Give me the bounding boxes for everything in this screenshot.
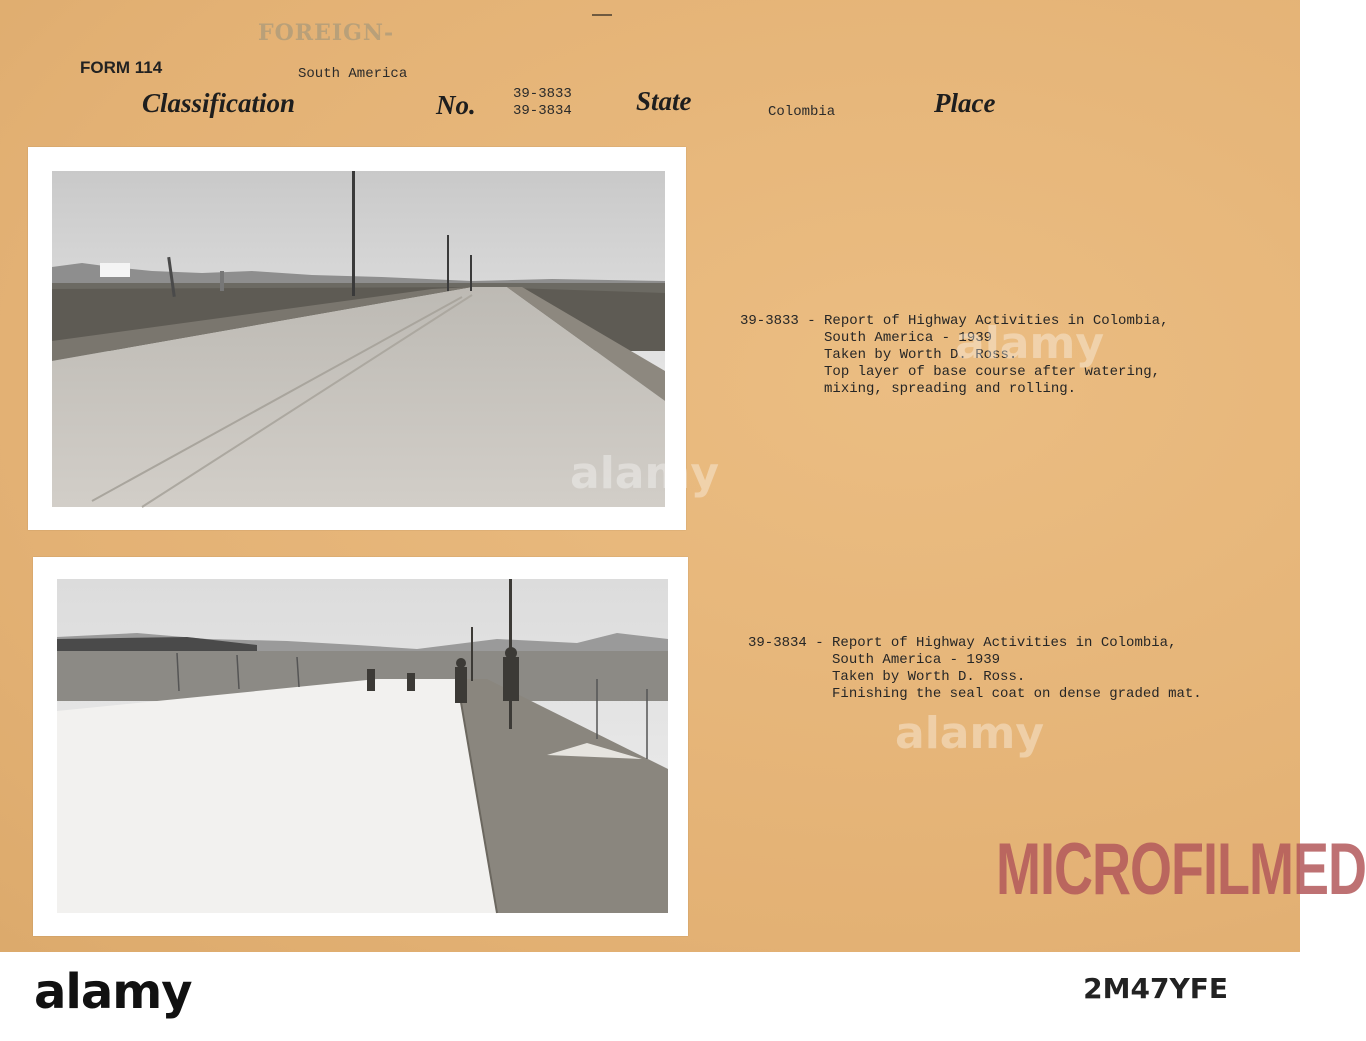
place-label: Place (934, 88, 996, 118)
caption-photo-2: 39-3834 - Report of Highway Activities in Colombia, South America - 1939 Taken by Worth D. Ross. Finishing the seal coat on dense graded mat. (748, 635, 1202, 702)
watermark-right: alamy (955, 318, 1104, 369)
photo-number-2: 39-3834 (513, 103, 572, 119)
region-value: South America (298, 66, 408, 82)
pencil-mark (592, 14, 612, 16)
foreign-stamp: FOREIGN- (258, 20, 395, 46)
state-label: State (636, 86, 692, 116)
photo-seal-coat-workers (33, 557, 688, 936)
workers-photo-image (57, 579, 668, 913)
classification-label: Classification (142, 88, 296, 118)
image-id: 2M47YFE (1083, 972, 1228, 1005)
alamy-logo: alamy (34, 964, 192, 1020)
microfilmed-stamp: MICROFILMED (996, 829, 1366, 911)
caption-photo-1: 39-3833 - Report of Highway Activities in Colombia, South America - 1939 Taken by Worth D. Ross. Top layer of base course after watering, mixing, spreading and rolling. (740, 313, 1169, 397)
form-number: FORM 114 (80, 58, 163, 77)
photo-number-1: 39-3833 (513, 86, 572, 102)
watermark-center: alamy (570, 448, 719, 499)
stock-footer (0, 952, 1300, 1041)
watermark-lower: alamy (895, 708, 1044, 759)
number-label: No. (436, 90, 476, 120)
state-value: Colombia (768, 104, 836, 120)
photo-numbers (513, 86, 572, 120)
